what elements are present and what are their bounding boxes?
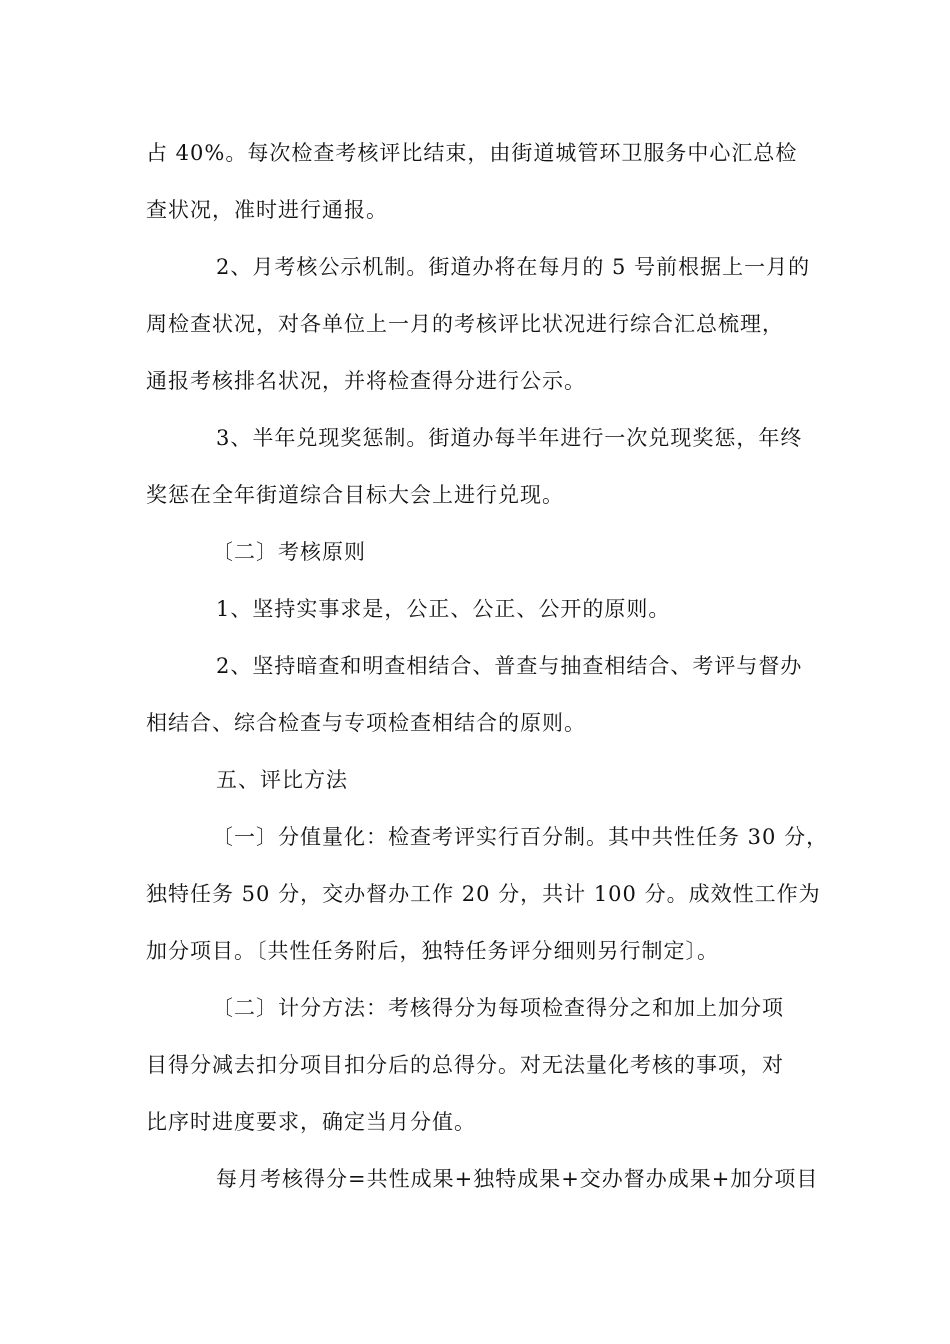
paragraph-line: 1、坚持实事求是，公正、公正、公开的原则。 bbox=[216, 597, 671, 621]
paragraph-line: 相结合、综合检查与专项检查相结合的原则。 bbox=[146, 711, 586, 735]
paragraph-line: 2、月考核公示机制。街道办将在每月的 5 号前根据上一月的 bbox=[216, 255, 811, 279]
paragraph-line: 查状况，准时进行通报。 bbox=[146, 198, 388, 222]
paragraph-line: 〔二〕计分方法：考核得分为每项检查得分之和加上加分项 bbox=[212, 996, 784, 1020]
paragraph-line: 目得分减去扣分项目扣分后的总得分。对无法量化考核的事项，对 bbox=[146, 1053, 784, 1077]
paragraph-line: 2、坚持暗查和明查相结合、普查与抽查相结合、考评与督办 bbox=[216, 654, 803, 678]
paragraph-line: 通报考核排名状况，并将检查得分进行公示。 bbox=[146, 369, 586, 393]
paragraph-line: 周检查状况，对各单位上一月的考核评比状况进行综合汇总梳理， bbox=[146, 312, 784, 336]
section-heading: 五、评比方法 bbox=[216, 768, 348, 792]
paragraph-line: 3、半年兑现奖惩制。街道办每半年进行一次兑现奖惩，年终 bbox=[216, 426, 803, 450]
paragraph-line: 奖惩在全年街道综合目标大会上进行兑现。 bbox=[146, 483, 564, 507]
paragraph-line: 独特任务 50 分，交办督办工作 20 分，共计 100 分。成效性工作为 bbox=[146, 882, 821, 906]
paragraph-line: 占 40%。每次检查考核评比结束，由街道城管环卫服务中心汇总检 bbox=[146, 141, 798, 165]
section-heading: 〔二〕考核原则 bbox=[212, 540, 366, 564]
paragraph-line: 〔一〕分值量化：检查考评实行百分制。其中共性任务 30 分， bbox=[212, 825, 829, 849]
formula-line: 每月考核得分=共性成果+独特成果+交办督办成果+加分项目 bbox=[216, 1167, 819, 1191]
paragraph-line: 比序时进度要求，确定当月分值。 bbox=[146, 1110, 476, 1134]
document-body bbox=[146, 128, 829, 1211]
paragraph-line: 加分项目。〔共性任务附后，独特任务评分细则另行制定〕。 bbox=[146, 939, 719, 963]
